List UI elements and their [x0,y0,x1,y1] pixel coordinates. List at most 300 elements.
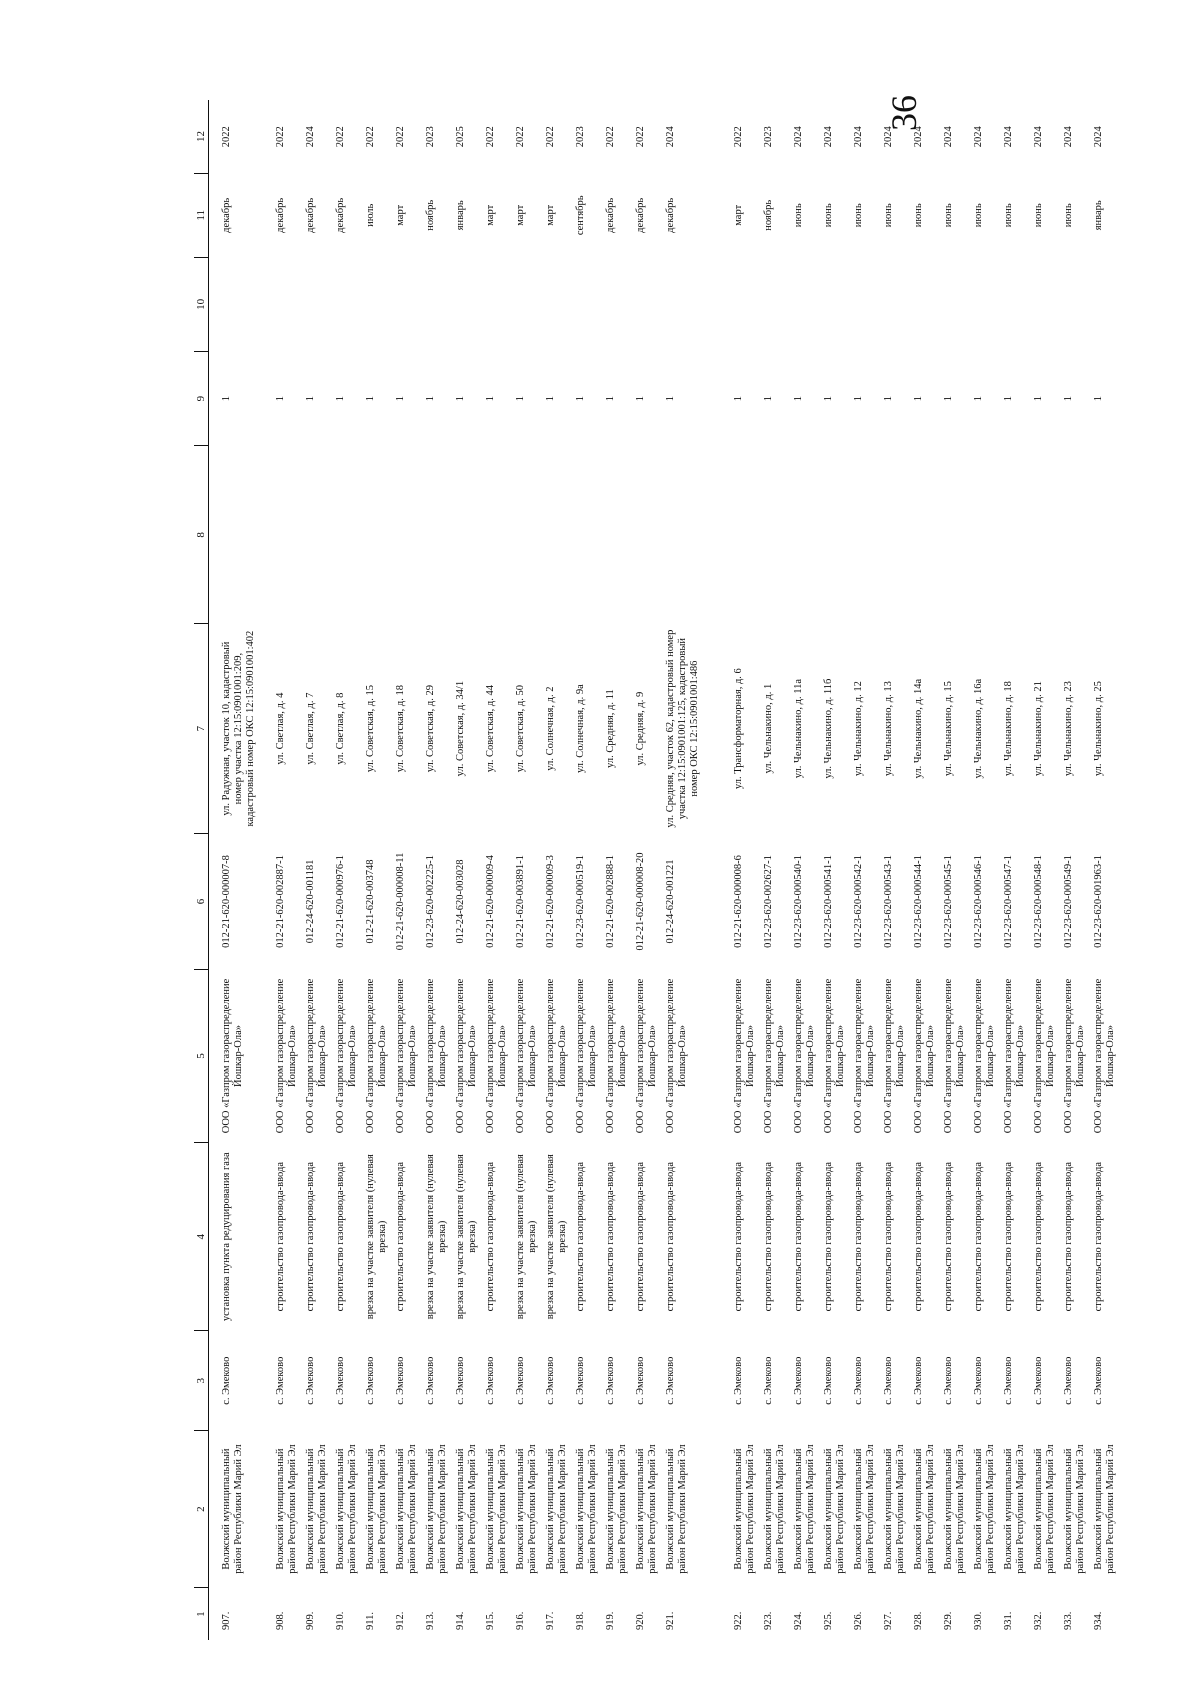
column-10-cell [272,257,302,351]
address-cell: ул. Солнечная, д. 9а [575,684,586,774]
address-cell: ул. Радужная, участок 10, кадастровый номер участка 12:15:0901001:209, кадастровый номер ОКС 12:15:0901001:402 [221,630,256,827]
village-cell: с. Эмеково [455,1356,466,1405]
month-cell: июнь [793,203,804,228]
column-8-cell [730,446,760,624]
year-cell: 2024 [823,126,834,148]
address-cell: ул. Чельнакино, д. 15 [943,681,954,777]
address-cell: ул. Чельнакино, д. 13 [883,681,894,777]
village-cell: с. Эмеково [665,1356,676,1405]
village-cell: с. Эмеково [515,1356,526,1405]
village-cell: с. Эмеково [335,1356,346,1405]
row-number: 931. [1003,1611,1014,1630]
work-type-cell: строительство газопровода-ввода [665,1162,676,1312]
column-10-cell [452,257,482,351]
work-type-cell: установка пункта редуцирования газа [221,1152,232,1322]
village-cell: с. Эмеково [1093,1356,1104,1405]
column-number: 9 [194,351,209,445]
request-code-cell: 012-23-620-000519-1 [575,855,586,948]
column-8-cell [1060,446,1090,624]
quantity-cell: 1 [973,396,984,402]
month-cell: сентябрь [575,195,586,236]
column-10-cell [662,257,730,351]
row-number: 919. [605,1611,616,1630]
column-10-cell [1030,257,1060,351]
column-8-cell [850,446,880,624]
work-type-cell: строительство газопровода-ввода [943,1162,954,1312]
quantity-cell: 1 [605,396,616,402]
column-10-cell [392,257,422,351]
request-code-cell: 012-23-620-000544-1 [913,855,924,948]
table-row [970,100,1000,1640]
table-row [512,100,542,1640]
row-number: 933. [1063,1611,1074,1630]
work-type-cell: строительство газопровода-ввода [793,1162,804,1312]
row-number: 912. [395,1611,406,1630]
month-cell: декабрь [275,197,286,233]
table-row [850,100,880,1640]
row-number: 907. [221,1611,232,1630]
column-8-cell [632,446,662,624]
month-cell: июнь [853,203,864,228]
column-number: 10 [194,257,209,351]
column-8-cell [572,446,602,624]
quantity-cell: 1 [545,396,556,402]
request-code-cell: 012-21-620-000976-1 [335,855,346,948]
column-8-cell [362,446,392,624]
district-cell: Волжский муниципальный район Республики Марий Эл [365,1444,388,1574]
address-cell: ул. Чельнакино, д. 11б [823,678,834,779]
organization-cell: ООО «Газпром газораспределение Йошкар-Ола» [515,978,538,1134]
year-cell: 2022 [545,126,556,148]
organization-cell: ООО «Газпром газораспределение Йошкар-Ола» [733,978,756,1134]
column-8-cell [790,446,820,624]
address-cell: ул. Светлая, д. 4 [275,692,286,765]
month-cell: март [485,204,496,226]
row-number: 924. [793,1611,804,1630]
organization-cell: ООО «Газпром газораспределение Йошкар-Ола» [221,978,244,1134]
column-8-cell [332,446,362,624]
table-row [820,100,850,1640]
column-8-cell [940,446,970,624]
work-type-cell: строительство газопровода-ввода [1063,1162,1074,1312]
work-type-cell: врезка на участке заявителя (нулевая врезка) [425,1154,448,1320]
year-cell: 2024 [973,126,984,148]
work-type-cell: строительство газопровода-ввода [883,1162,894,1312]
district-cell: Волжский муниципальный район Республики Марий Эл [221,1444,244,1574]
address-cell: ул. Чельнакино, д. 23 [1063,681,1074,777]
row-number: 930. [973,1611,984,1630]
village-cell: с. Эмеково [1003,1356,1014,1405]
address-cell: ул. Чельнакино, д. 16а [973,678,984,779]
address-cell: ул. Советская, д. 50 [515,685,526,773]
column-number: 11 [194,173,209,257]
organization-cell: ООО «Газпром газораспределение Йошкар-Ола» [883,978,906,1134]
request-code-cell: 012-21-620-000009-4 [485,855,496,948]
address-cell: ул. Чельнакино, д. 11а [793,678,804,779]
year-cell: 2022 [605,126,616,148]
request-code-cell: 012-23-620-001963-1 [1093,855,1104,948]
district-cell: Волжский муниципальный район Республики Марий Эл [733,1444,756,1574]
quantity-cell: 1 [335,396,346,402]
district-cell: Волжский муниципальный район Республики Марий Эл [275,1444,298,1574]
register-rows [209,100,1121,1640]
organization-cell: ООО «Газпром газораспределение Йошкар-Ола» [973,978,996,1134]
district-cell: Волжский муниципальный район Республики Марий Эл [793,1444,816,1574]
request-code-cell: 012-23-620-000540-1 [793,855,804,948]
column-10-cell [970,257,1000,351]
table-row [482,100,512,1640]
column-10-cell [632,257,662,351]
table-row [632,100,662,1640]
column-8-cell [482,446,512,624]
column-8-cell [820,446,850,624]
quantity-cell: 1 [575,396,586,402]
month-cell: июнь [823,203,834,228]
year-cell: 2024 [793,126,804,148]
row-number: 916. [515,1611,526,1630]
quantity-cell: 1 [823,396,834,402]
table-row [1060,100,1090,1640]
district-cell: Волжский муниципальный район Республики Марий Эл [575,1444,598,1574]
row-number: 934. [1093,1611,1104,1630]
table-row [662,100,730,1640]
address-cell: ул. Советская, д. 18 [395,685,406,773]
district-cell: Волжский муниципальный район Республики Марий Эл [1093,1444,1116,1574]
organization-cell: ООО «Газпром газораспределение Йошкар-Ола» [305,978,328,1134]
column-10-cell [760,257,790,351]
row-number: 921. [665,1611,676,1630]
month-cell: март [515,204,526,226]
table-row [1030,100,1060,1640]
request-code-cell: 012-23-620-000547-1 [1003,855,1014,948]
register-sheet [194,100,1116,1640]
month-cell: июнь [943,203,954,228]
quantity-cell: 1 [733,396,744,402]
work-type-cell: строительство газопровода-ввода [733,1162,744,1312]
quantity-cell: 1 [305,396,316,402]
quantity-cell: 1 [1003,396,1014,402]
quantity-cell: 1 [365,396,376,402]
village-cell: с. Эмеково [575,1356,586,1405]
column-10-cell [512,257,542,351]
address-cell: ул. Чельнакино, д. 14а [913,678,924,779]
year-cell: 2024 [305,126,316,148]
work-type-cell: врезка на участке заявителя (нулевая врезка) [545,1154,568,1320]
quantity-cell: 1 [425,396,436,402]
row-number: 911. [365,1612,376,1630]
organization-cell: ООО «Газпром газораспределение Йошкар-Ола» [605,978,628,1134]
column-8-cell [1000,446,1030,624]
column-10-cell [850,257,880,351]
row-number: 929. [943,1611,954,1630]
year-cell: 2025 [455,126,466,148]
village-cell: с. Эмеково [973,1356,984,1405]
month-cell: декабрь [635,197,646,233]
column-10-cell [422,257,452,351]
district-cell: Волжский муниципальный район Республики Марий Эл [455,1444,478,1574]
column-8-cell [512,446,542,624]
column-10-cell [482,257,512,351]
district-cell: Волжский муниципальный район Республики Марий Эл [395,1444,418,1574]
month-cell: июнь [1063,203,1074,228]
table-row [602,100,632,1640]
year-cell: 2022 [733,126,744,148]
address-cell: ул. Чельнакино, д. 25 [1093,681,1104,777]
work-type-cell: строительство газопровода-ввода [575,1162,586,1312]
work-type-cell: врезка на участке заявителя (нулевая врезка) [365,1154,388,1320]
work-type-cell: строительство газопровода-ввода [275,1162,286,1312]
request-code-cell: 012-21-620-000008-20 [635,852,646,951]
column-8-cell [422,446,452,624]
month-cell: декабрь [305,197,316,233]
work-type-cell: врезка на участке заявителя (нулевая врезка) [455,1154,478,1320]
month-cell: июнь [883,203,894,228]
row-number: 932. [1033,1611,1044,1630]
month-cell: январь [1093,200,1104,231]
quantity-cell: 1 [883,396,894,402]
quantity-cell: 1 [395,396,406,402]
table-row [572,100,602,1640]
month-cell: июнь [973,203,984,228]
address-cell: ул. Советская, д. 29 [425,685,436,773]
month-cell: март [545,204,556,226]
request-code-cell: 012-23-620-000545-1 [943,855,954,948]
year-cell: 2024 [943,126,954,148]
organization-cell: ООО «Газпром газораспределение Йошкар-Ола» [545,978,568,1134]
request-code-cell: 012-23-620-000543-1 [883,855,894,948]
village-cell: с. Эмеково [221,1356,232,1405]
organization-cell: ООО «Газпром газораспределение Йошкар-Ола» [1003,978,1026,1134]
quantity-cell: 1 [275,396,286,402]
village-cell: с. Эмеково [1033,1356,1044,1405]
work-type-cell: строительство газопровода-ввода [763,1162,774,1312]
village-cell: с. Эмеково [425,1356,436,1405]
column-number: 2 [194,1430,209,1587]
work-type-cell: строительство газопровода-ввода [853,1162,864,1312]
year-cell: 2022 [485,126,496,148]
column-8-cell [602,446,632,624]
district-cell: Волжский муниципальный район Республики Марий Эл [545,1444,568,1574]
column-8-cell [542,446,572,624]
year-cell: 2023 [763,126,774,148]
year-cell: 2024 [913,126,924,148]
table-row [332,100,362,1640]
district-cell: Волжский муниципальный район Республики Марий Эл [973,1444,996,1574]
month-cell: март [733,204,744,226]
organization-cell: ООО «Газпром газораспределение Йошкар-Ола» [335,978,358,1134]
column-8-cell [302,446,332,624]
row-number: 927. [883,1611,894,1630]
district-cell: Волжский муниципальный район Республики Марий Эл [1033,1444,1056,1574]
quantity-cell: 1 [943,396,954,402]
column-10-cell [332,257,362,351]
work-type-cell: строительство газопровода-ввода [635,1162,646,1312]
table-row [392,100,422,1640]
quantity-cell: 1 [1093,396,1104,402]
district-cell: Волжский муниципальный район Республики Марий Эл [665,1444,688,1574]
village-cell: с. Эмеково [545,1356,556,1405]
organization-cell: ООО «Газпром газораспределение Йошкар-Ола» [943,978,966,1134]
table-row [272,100,302,1640]
district-cell: Волжский муниципальный район Республики Марий Эл [763,1444,786,1574]
address-cell: ул. Советская, д. 44 [485,685,496,773]
column-8-cell [392,446,422,624]
year-cell: 2024 [1003,126,1014,148]
year-cell: 2022 [395,126,406,148]
organization-cell: ООО «Газпром газораспределение Йошкар-Ола» [275,978,298,1134]
column-number: 3 [194,1331,209,1431]
organization-cell: ООО «Газпром газораспределение Йошкар-Ола» [425,978,448,1134]
village-cell: с. Эмеково [823,1356,834,1405]
request-code-cell: 012-21-620-002888-1 [605,855,616,948]
quantity-cell: 1 [515,396,526,402]
address-cell: ул. Чельнакино, д. 21 [1033,681,1044,777]
year-cell: 2024 [1093,126,1104,148]
column-10-cell [542,257,572,351]
year-cell: 2023 [575,126,586,148]
column-10-cell [209,257,273,351]
quantity-cell: 1 [1033,396,1044,402]
work-type-cell: врезка на участке заявителя (нулевая врезка) [515,1154,538,1320]
organization-cell: ООО «Газпром газораспределение Йошкар-Ола» [575,978,598,1134]
village-cell: с. Эмеково [883,1356,894,1405]
quantity-cell: 1 [763,396,774,402]
village-cell: с. Эмеково [365,1356,376,1405]
column-number: 6 [194,833,209,969]
column-10-cell [362,257,392,351]
table-row [940,100,970,1640]
village-cell: с. Эмеково [275,1356,286,1405]
district-cell: Волжский муниципальный район Республики Марий Эл [1003,1444,1026,1574]
village-cell: с. Эмеково [635,1356,646,1405]
request-code-cell: 012-21-620-003891-1 [515,855,526,948]
month-cell: ноябрь [763,199,774,231]
month-cell: июнь [1003,203,1014,228]
row-number: 925. [823,1611,834,1630]
address-cell: ул. Советская, д. 34/1 [455,680,466,777]
year-cell: 2022 [275,126,286,148]
year-cell: 2022 [335,126,346,148]
column-8-cell [1030,446,1060,624]
village-cell: с. Эмеково [1063,1356,1074,1405]
row-number: 920. [635,1611,646,1630]
request-code-cell: 012-23-620-000541-1 [823,855,834,948]
request-code-cell: 012-23-620-000549-1 [1063,855,1074,948]
work-type-cell: строительство газопровода-ввода [485,1162,496,1312]
address-cell: ул. Светлая, д. 8 [335,692,346,765]
village-cell: с. Эмеково [733,1356,744,1405]
row-number: 908. [275,1611,286,1630]
quantity-cell: 1 [1063,396,1074,402]
table-row [209,100,273,1640]
organization-cell: ООО «Газпром газораспределение Йошкар-Ола» [1093,978,1116,1134]
address-cell: ул. Средняя, д. 9 [635,691,646,766]
month-cell: июнь [1033,203,1044,228]
request-code-cell: 012-24-620-001221 [665,859,676,944]
address-cell: ул. Светлая, д. 7 [305,692,316,765]
column-10-cell [1000,257,1030,351]
request-code-cell: 012-23-620-000546-1 [973,855,984,948]
table-row [302,100,332,1640]
request-code-cell: 012-21-620-002887-1 [275,855,286,948]
year-cell: 2022 [515,126,526,148]
column-8-cell [272,446,302,624]
work-type-cell: строительство газопровода-ввода [913,1162,924,1312]
column-number: 8 [194,446,209,624]
village-cell: с. Эмеково [605,1356,616,1405]
village-cell: с. Эмеково [305,1356,316,1405]
column-10-cell [1060,257,1090,351]
column-10-cell [790,257,820,351]
year-cell: 2024 [1063,126,1074,148]
request-code-cell: 012-23-620-002627-1 [763,855,774,948]
column-8-cell [760,446,790,624]
district-cell: Волжский муниципальный район Республики Марий Эл [913,1444,936,1574]
district-cell: Волжский муниципальный район Республики Марий Эл [883,1444,906,1574]
work-type-cell: строительство газопровода-ввода [305,1162,316,1312]
work-type-cell: строительство газопровода-ввода [973,1162,984,1312]
organization-cell: ООО «Газпром газораспределение Йошкар-Ола» [635,978,658,1134]
work-type-cell: строительство газопровода-ввода [605,1162,616,1312]
column-8-cell [1090,446,1120,624]
village-cell: с. Эмеково [395,1356,406,1405]
work-type-cell: строительство газопровода-ввода [395,1162,406,1312]
work-type-cell: строительство газопровода-ввода [335,1162,346,1312]
request-code-cell: 012-21-620-000008-11 [395,852,406,951]
register-table [194,100,1120,1640]
district-cell: Волжский муниципальный район Республики Марий Эл [943,1444,966,1574]
column-number: 4 [194,1142,209,1331]
organization-cell: ООО «Газпром газораспределение Йошкар-Ола» [395,978,418,1134]
page-number: 36 [884,95,924,131]
organization-cell: ООО «Газпром газораспределение Йошкар-Ола» [665,978,688,1134]
district-cell: Волжский муниципальный район Республики Марий Эл [823,1444,846,1574]
village-cell: с. Эмеково [913,1356,924,1405]
request-code-cell: 012-21-620-003748 [365,859,376,944]
table-row [422,100,452,1640]
quantity-cell: 1 [665,396,676,402]
row-number: 909. [305,1611,316,1630]
column-8-cell [209,446,273,624]
month-cell: декабрь [665,197,676,233]
village-cell: с. Эмеково [763,1356,774,1405]
village-cell: с. Эмеково [485,1356,496,1405]
village-cell: с. Эмеково [853,1356,864,1405]
year-cell: 2022 [635,126,646,148]
table-row [1090,100,1120,1640]
month-cell: ноябрь [425,199,436,231]
organization-cell: ООО «Газпром газораспределение Йошкар-Ола» [853,978,876,1134]
row-number: 915. [485,1611,496,1630]
organization-cell: ООО «Газпром газораспределение Йошкар-Ола» [365,978,388,1134]
month-cell: декабрь [221,197,232,233]
work-type-cell: строительство газопровода-ввода [1093,1162,1104,1312]
organization-cell: ООО «Газпром газораспределение Йошкар-Ола» [913,978,936,1134]
request-code-cell: 012-23-620-000542-1 [853,855,864,948]
table-row [542,100,572,1640]
district-cell: Волжский муниципальный район Республики Марий Эл [515,1444,538,1574]
row-number: 913. [425,1611,436,1630]
row-number: 923. [763,1611,774,1630]
address-cell: ул. Трансформаторная, д. 6 [733,668,744,790]
table-row [880,100,910,1640]
column-10-cell [730,257,760,351]
request-code-cell: 012-23-620-002225-1 [425,855,436,948]
organization-cell: ООО «Газпром газораспределение Йошкар-Ола» [1063,978,1086,1134]
organization-cell: ООО «Газпром газораспределение Йошкар-Ола» [455,978,478,1134]
column-number: 7 [194,624,209,834]
request-code-cell: 012-21-620-000009-3 [545,855,556,948]
